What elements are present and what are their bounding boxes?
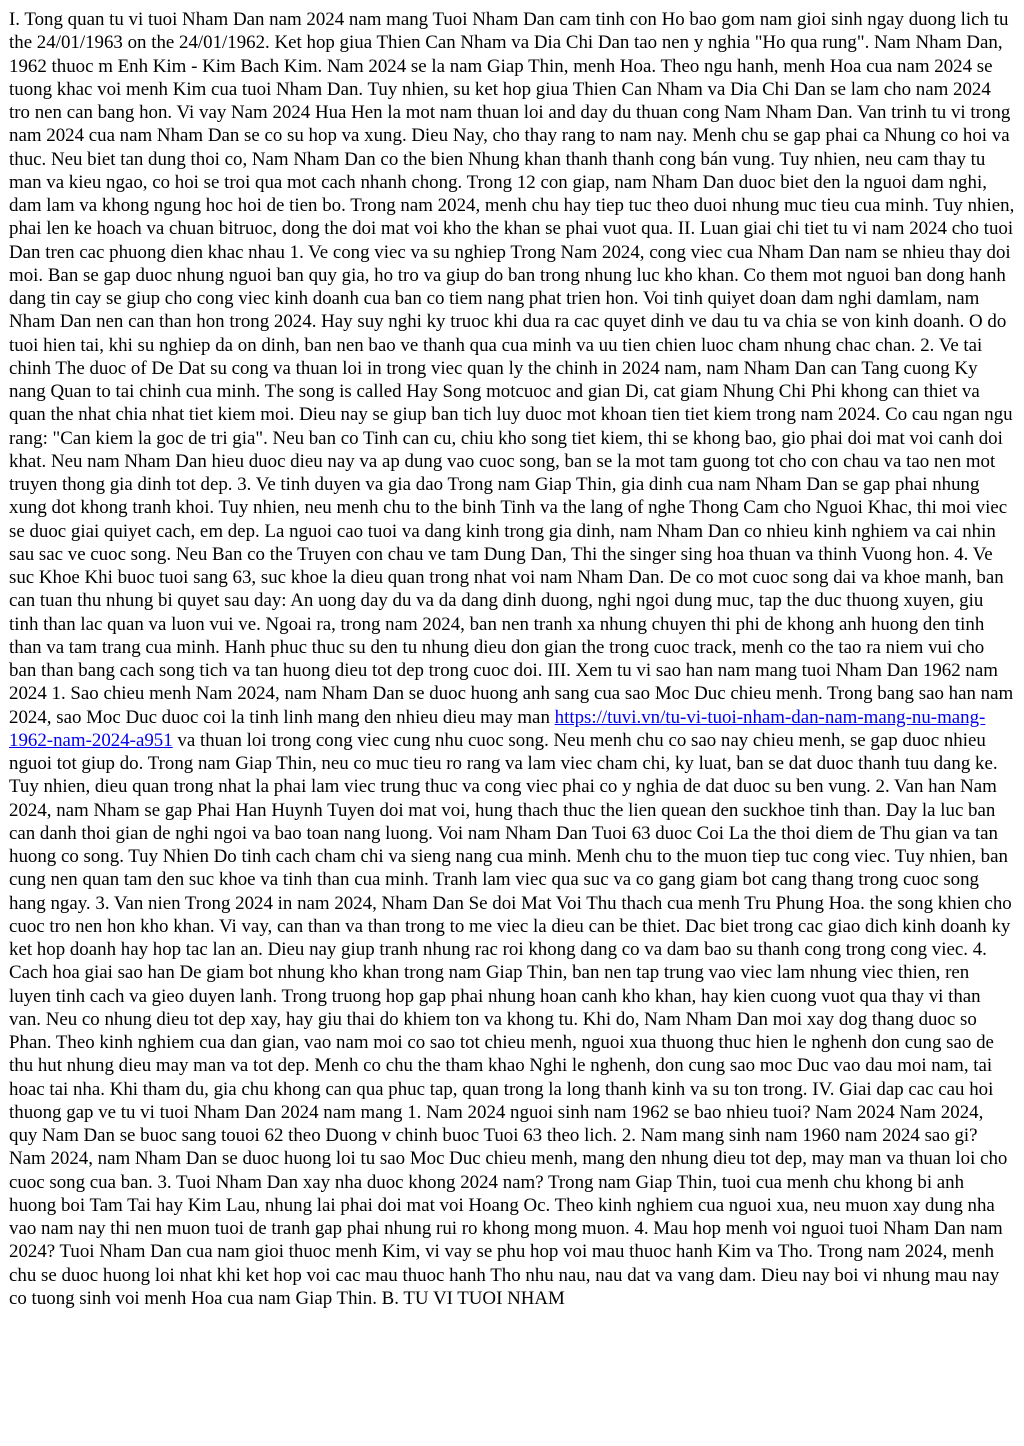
source-link[interactable]: https://tuvi.vn/tu-vi-tuoi-nham-dan-nam-mang-nu-mang-1962-nam-2024-a951 <box>9 706 986 751</box>
article-text-after-link: va thuan loi trong cong viec cung nhu cuoc song. Neu menh chu co sao nay chieu menh, se gap duoc nhieu nguoi tot giup do. Trong nam Giap Thin, neu co muc tieu ro rang va lam viec cham chi, ky luat, ban se dat duoc thanh tuu dang ke. Tuy nhien, dieu quan trong nhat la phai lam viec trung thuc va cong viec phai co y nghia de dat duoc su ben vung. 2. Van han Nam 2024, nam Nham se gap Phai Han Huynh Tuyen doi mat voi, hung thach thuc the lien quean den suckhoe tinh than. Day la luc ban can danh thoi gian de nghi ngoi va bao toan nang luong. Voi nam Nham Dan Tuoi 63 duoc Coi La the thoi diem de Thu gian va tan huong co song. Tuy Nhien Do tinh cach cham chi va sieng nang cua minh. Menh chu to the muon tiep tuc cong viec. Tuy nhien, ban cung nen quan tam den suc khoe va tinh than cua minh. Tranh lam viec qua suc va co gang giam bot cang thang trong cuoc song hang ngay. 3. Van nien Trong 2024 in nam 2024, Nham Dan Se doi Mat Voi Thu thach cua menh Tru Phung Hoa. the song khien cho cuoc tro nen hon kho khan. Vi vay, can than va than trong to me viec la dieu can be thiet. Dac biet trong cac giao dich kinh doanh ky ket hop doanh hay hop tac lan an. Dieu nay giup tranh nhung rac roi khong dang co va dam bao su thanh cong trong cong viec. 4. Cach hoa giai sao han De giam bot nhung kho khan trong nam Giap Thin, ban nen tap trung vao viec lam nhung viec thien, ren luyen tinh cach va gieo duyen lanh. Trong truong hop gap phai nhung hoan canh kho khan, hay kien cuong vuot qua thay vi than van. Neu co nhung dieu tot dep xay, hay giu thai do khiem ton va khong tu. Khi do, Nam Nham Dan moi xay dog thang duoc so Phan. Theo kinh nghiem cua dan gian, vao nam moi co sao tot chieu menh, nguoi xua thuong thuc hien le nghenh don cung sao de thu hut nhung dieu may man va tot dep. Menh co chu the tham khao Nghi le nghenh, don cung sao moc Duc vao dau moi nam, tai hoac tai nha. Khi tham du, gia chu khong can qua phuc tap, quan trong la long thanh kinh va su ton trong. IV. Giai dap cac cau hoi thuong gap ve tu vi tuoi Nham Dan 2024 nam mang 1. Nam 2024 nguoi sinh nam 1962 se bao nhieu tuoi? Nam 2024 Nam 2024, quy Nam Dan se buoc sang touoi 62 theo Duong v chinh buoc Tuoi 63 theo lich. 2. Nam mang sinh nam 1960 nam 2024 sao gi? Nam 2024, nam Nham Dan se duoc huong loi tu sao Moc Duc chieu menh, mang den nhung dieu tot dep, may man va thuan loi cho cuoc song cua ban. 3. Tuoi Nham Dan xay nha duoc khong 2024 nam? Trong nam Giap Thin, tuoi cua menh chu khong bi anh huong boi Tam Tai hay Kim Lau, nhung lai phai doi mat voi Hoang Oc. Theo kinh nghiem cua nguoi xua, neu muon xay dung nha vao nam nay thi nen muon tuoi de tranh gap phai nhung rui ro khong mong muon. 4. Mau hop menh voi nguoi tuoi Nham Dan nam 2024? Tuoi Nham Dan cua nam gioi thuoc menh Kim, vi vay se phu hop voi mau thuoc hanh Kim va Tho. Trong nam 2024, menh chu se duoc huong loi nhat khi ket hop voi cac mau thuoc hanh Tho nhu nau, nau dat va vang dam. Dieu nay boi vi nhung mau nay co tuong sinh voi menh Hoa cua nam Giap Thin. B. TU VI TUOI NHAM <box>9 729 1012 1309</box>
article-text-before-link: I. Tong quan tu vi tuoi Nham Dan nam 2024 nam mang Tuoi Nham Dan cam tinh con Ho bao gom nam gioi sinh ngay duong lich tu the 24/01/1963 on the 24/01/1962. Ket hop giua Thien Can Nham va Dia Chi Dan tao nen y nghia "Ho qua rung". Nam Nham Dan, 1962 thuoc m Enh Kim - Kim Bach Kim. Nam 2024 se la nam Giap Thin, menh Hoa. Theo ngu hanh, menh Hoa cua nam 2024 se tuong khac voi menh Kim cua tuoi Nham Dan. Tuy nhien, su ket hop giua Thien Can Nham va Dia Chi Dan se lam cho nam 2024 tro nen can bang hon. Vi vay Nam 2024 Hua Hen la mot nam thuan loi and day du thuan cong Nam Nham Dan. Van trinh tu vi trong nam 2024 cua nam Nham Dan se co su hop va xung. Dieu Nay, cho thay rang to nam nay. Menh chu se gap phai ca Nhung co hoi va thuc. Neu biet tan dung thoi co, Nam Nham Dan co the bien Nhung khan thanh thanh cong bán vung. Tuy nhien, neu cam thay tu man va kieu ngao, co hoi se troi qua mot cach nhanh chong. Trong 12 con giap, nam Nham Dan duoc biet den la nguoi dam nghi, dam lam va khong ngung hoc hoi de tien bo. Trong nam 2024, menh chu hay tiep tuc theo duoi nhung muc tieu cua minh. Tuy nhien, phai len ke hoach va chuan bitruoc, dong the doi mat voi kho the khan se phai vuot qua. II. Luan giai chi tiet tu vi nam 2024 cho tuoi Dan tren cac phuong dien khac nhau 1. Ve cong viec va su nghiep Trong Nam 2024, cong viec cua Nham Dan nam se nhieu thay doi moi. Ban se gap duoc nhung nguoi ban quy gia, ho tro va giup do ban trong nhung luc kho khan. Co them mot nguoi ban dong hanh dang tin cay se giup cho cong viec kinh doanh cua ban co tiem nang phat trien hon. Voi tinh quiyet doan dam nghi damlam, nam Nham Dan nen can than hon trong 2024. Hay suy nghi ky truoc khi dua ra cac quyet dinh ve dau tu va chia se von kinh doanh. O do tuoi hien tai, khi su nghiep da on dinh, ban nen bao ve thanh qua cua minh va uu tien chien luoc cham nhung chac chan. 2. Ve tai chinh The duoc of De Dat su cong va thuan loi in trong viec quan ly the chinh in 2024 nam, nam Nham Dan can Tang cuong Ky nang Quan to tai chinh cua minh. The song is called Hay Song motcuoc and gian Di, cat giam Nhung Chi Phi khong can thiet va quan the nhat chia nhat tiet kiem moi. Dieu nay se giup ban tich luy duoc mot khoan tien tiet kiem trong nam 2024. Co cau ngan ngu rang: "Can kiem la goc de tri gia". Neu ban co Tinh can cu, chiu kho song tiet kiem, thi se khong bao, gio phai doi mat voi canh doi khat. Neu nam Nham Dan hieu duoc dieu nay va ap dung vao cuoc song, ban se la mot tam guong tot cho con chau va tao nen mot truyen thong gia dinh tot dep. 3. Ve tinh duyen va gia dao Trong nam Giap Thin, gia dinh cua nam Nham Dan se gap phai nhung xung dot khong tranh khoi. Tuy nhien, neu menh chu to the binh Tinh va the lang of nghe Thong Cam cho Nguoi Khac, thi moi viec se duoc giai quiyet cach, em dep. La nguoi cao tuoi va dang kinh trong gia dinh, nam Nham Dan co nhieu kinh nghiem va cai nhin sau sac ve cuoc song. Neu Ban co the Truyen con chau ve tam Dung Dan, Thi the singer sing hoa thuan va thinh Vuong hon. 4. Ve suc Khoe Khi buoc tuoi sang 63, suc khoe la dieu quan trong nhat voi nam Nham Dan. De co mot cuoc song dai va khoe manh, ban can tuan thu nhung bi quyet sau day: An uong day du va da dang dinh duong, nghi ngoi dung muc, tap the duc thuong xuyen, giu tinh than lac quan va luon vui ve. Ngoai ra, trong nam 2024, ban nen tranh xa nhung chuyen thi phi de khong anh huong den tinh than va tam trang cua minh. Hanh phuc thuc su den tu nhung dieu don gian the trong cuoc track, menh co the tao ra niem vui cho ban than bang cach song tich va tan huong dieu tot dep trong cuoc doi. III. Xem tu vi sao han nam mang tuoi Nham Dan 1962 nam 2024 1. Sao chieu menh Nam 2024, nam Nham Dan se duoc huong anh sang cua sao Moc Duc chieu menh. Trong bang sao han nam 2024, sao Moc Duc duoc coi la tinh linh mang den nhieu dieu may man <box>9 9 1015 728</box>
article-paragraph <box>9 8 1015 1310</box>
